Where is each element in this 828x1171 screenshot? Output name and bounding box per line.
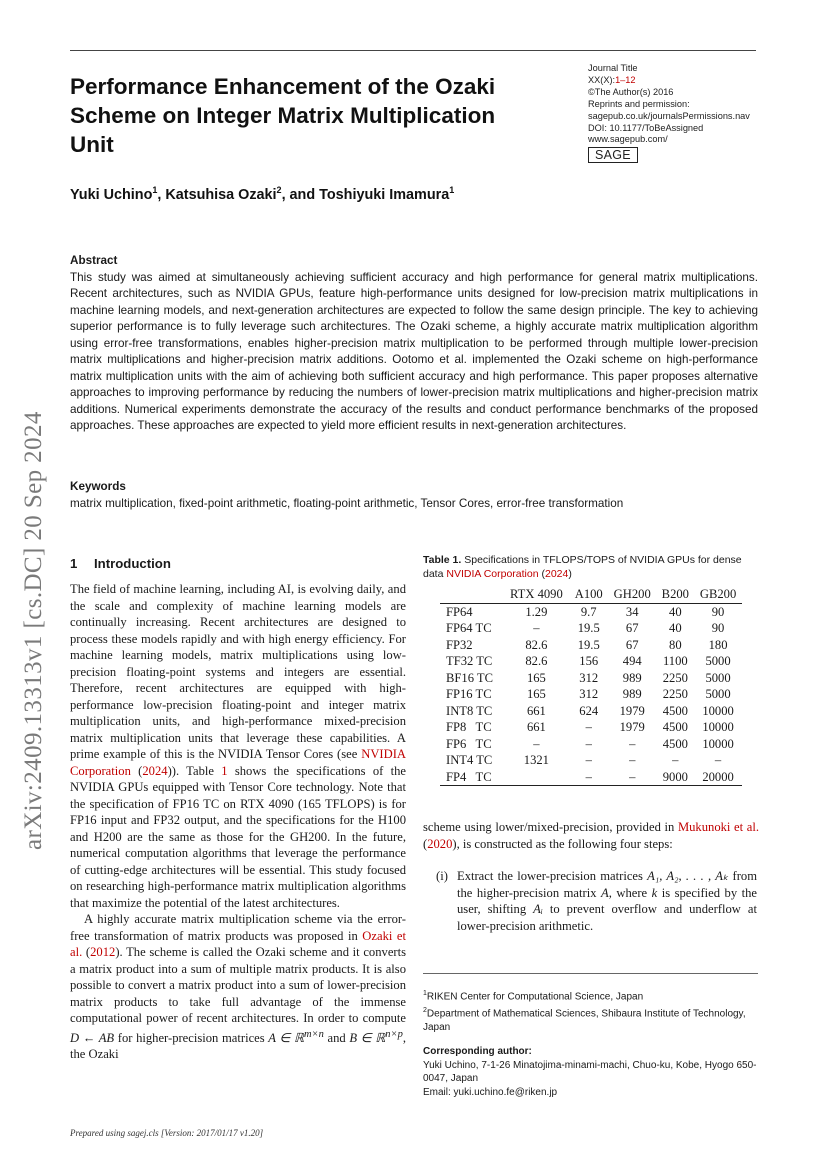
table-cell: 1979 — [619, 703, 645, 718]
table-cell: 40 — [669, 621, 682, 635]
journal-title: Journal Title — [588, 63, 638, 73]
footnote-rule — [423, 973, 758, 974]
table-column-header: GB200 — [694, 586, 742, 603]
table-cell: 5000 — [705, 670, 731, 685]
table-header — [440, 586, 742, 603]
table-cell: 2250 — [662, 670, 688, 685]
table-cell: – — [533, 621, 540, 635]
table-cell: 20000 — [694, 769, 742, 786]
math-expression: B ∈ ℝ — [349, 1030, 386, 1045]
table-row — [440, 769, 742, 786]
table-row-header: BF16 TC — [446, 670, 494, 685]
corresponding-author-heading: Corresponding author: — [423, 1045, 532, 1057]
gpu-spec-table — [440, 586, 742, 786]
journal-copyright: ©The Author(s) 2016 — [588, 86, 674, 97]
table-row-header: INT8 TC — [446, 703, 493, 718]
math-expression: k — [651, 885, 658, 900]
table-row — [440, 637, 742, 654]
table-row — [440, 703, 742, 720]
section-heading — [70, 556, 171, 572]
table-cell: 40 — [669, 604, 682, 619]
section-number: 1 — [70, 556, 78, 571]
affiliation-note: $^2$Department of Mathematical Sciences, Shibaura Institute of Technology, Japan — [423, 1007, 746, 1033]
table-cell: 10000 — [702, 703, 734, 718]
table-cell: 661 — [526, 703, 546, 718]
keywords-text: matrix multiplication, fixed-point arithmetic, floating-point arithmetic, Tensor Cores, error-free transformation — [70, 497, 624, 510]
corresponding-author-email[interactable]: Email: yuki.uchino.fe@riken.jp — [423, 1086, 558, 1098]
table-row — [440, 752, 742, 769]
table-cell: 312 — [579, 670, 599, 685]
table-cell — [503, 769, 569, 786]
author-name: Yuki Uchino — [70, 186, 153, 203]
table-cell: 5000 — [705, 654, 731, 668]
footnotes — [423, 987, 759, 1100]
keywords-heading: Keywords — [70, 480, 126, 493]
math-expression: A₁, A₂, . . . , Aₖ — [647, 869, 729, 883]
citation-link[interactable]: Mukunoki et al. — [677, 820, 760, 834]
table-cell: – — [585, 753, 592, 767]
citation-year-link[interactable]: 2024 — [545, 567, 569, 580]
table-column-header: GH200 — [608, 586, 657, 603]
author-list: Yuki Uchino$^1$, Katsuhisa Ozaki$^2$, and Toshiyuki Imamura$^1$ — [70, 185, 455, 203]
table-cell: 4500 — [662, 720, 688, 734]
citation-year-link[interactable]: 2020 — [427, 836, 453, 851]
table-cell: 661 — [526, 720, 546, 734]
table-cell: 9000 — [657, 769, 695, 786]
table-cell: 67 — [625, 621, 639, 635]
table-row-header: FP6 TC — [446, 736, 492, 751]
journal-info — [588, 63, 768, 163]
table-row — [440, 719, 742, 736]
table-cell: 9.7 — [580, 604, 597, 619]
journal-doi: DOI: 10.1177/ToBeAssigned — [588, 122, 704, 133]
citation-year-link[interactable]: 2012 — [90, 945, 116, 959]
table-cell: – — [629, 753, 636, 767]
math-expression: A ∈ ℝ — [268, 1030, 304, 1045]
table-column-header: A100 — [570, 586, 608, 603]
table-cell: 82.6 — [525, 637, 548, 652]
table-row — [440, 736, 742, 753]
table-row — [440, 686, 742, 703]
citation-link[interactable]: NVIDIA Corporation — [446, 567, 539, 580]
abstract-text: This study was aimed at simultaneously achieving sufficient accuracy and high performance for general matrix multiplications. Recent architectures, such as NVIDIA GPUs, feature high-performance units designed for low-precision matrix multiplications in machine learning models, and next-generation architectures are expected to follow the same design principle. The key to achieving superior performance is to fully leverage such architectures. The Ozaki scheme, a highly accurate matrix multiplication algorithm using error-free transformations, enables higher-precision matrix multiplication to be performed through multiple lower-precision matrix multiplications and higher-precision matrix additions. Ootomo et al. implemented the Ozaki scheme on high-performance matrix multiplication units with the aim of achieving both sufficient accuracy and high performance. This paper proposes alternative approaches to improving performance by reducing the numbers of lower-precision matrix multiplications and higher-precision matrix additions. Numerical experiments demonstrate the accuracy of the results and conduct performance benchmarks of the proposed approaches. These approaches are expected to yield more efficient results in next-generation architectures. — [70, 271, 758, 433]
table-caption: Table 1. Specifications in TFLOPS/TOPS of NVIDIA GPUs for dense data NVIDIA Corporation (2024) — [423, 554, 742, 580]
top-rule — [70, 50, 756, 51]
table-cell: 4500 — [662, 703, 688, 718]
author-name: Katsuhisa Ozaki — [165, 186, 277, 203]
table-cell: 494 — [622, 654, 642, 668]
table-cell: 624 — [579, 703, 599, 718]
table-row — [440, 603, 742, 620]
math-superscript: n×p — [385, 1028, 403, 1040]
arxiv-stamp: arXiv:2409.13313v1 [cs.DC] 20 Sep 2024 — [20, 411, 47, 850]
table-cell: – — [585, 720, 592, 734]
table-cell: – — [608, 769, 657, 786]
table-cell: 10000 — [702, 720, 734, 734]
table-cell: 90 — [711, 604, 725, 619]
citation-link[interactable]: Ozaki et al. — [70, 928, 406, 959]
table-cell: 165 — [526, 670, 546, 685]
table-column-header: RTX 4090 — [503, 586, 569, 603]
affiliation-note: $^1$RIKEN Center for Computational Science, Japan — [423, 990, 644, 1003]
table-row-header: TF32 TC — [446, 654, 493, 668]
author-affiliation-mark: 1 — [449, 185, 455, 195]
math-expression: D ← AB — [70, 1030, 115, 1045]
table-cell: 1100 — [662, 654, 688, 668]
journal-reprints: Reprints and permission: — [588, 98, 690, 109]
author-affiliation-mark: 2 — [276, 185, 282, 195]
table-cell: – — [533, 736, 540, 751]
table-cell: – — [714, 753, 722, 767]
table-cell: 312 — [579, 687, 599, 701]
table-row — [440, 653, 742, 670]
table-row-header: FP64 TC — [446, 621, 492, 635]
math-expression: Aᵢ — [533, 902, 543, 916]
journal-pages-link[interactable]: 1–12 — [615, 74, 636, 85]
table-row-header: FP4 TC — [440, 769, 503, 786]
table-row-header: FP16 TC — [446, 687, 492, 701]
table-cell: – — [585, 736, 592, 751]
citation-link[interactable]: NVIDIA Corporation — [70, 747, 406, 778]
table-header-row — [440, 586, 742, 603]
sage-logo: SAGE — [588, 147, 638, 163]
table-cell: 165 — [526, 687, 546, 701]
abstract-heading: Abstract — [70, 254, 118, 267]
table-column-header: B200 — [657, 586, 695, 603]
table-row-header: FP32 — [446, 637, 473, 652]
prepared-using-note: Prepared using sagej.cls [Version: 2017/01/17 v1.20] — [70, 1128, 264, 1138]
table-label: Table 1. — [423, 554, 462, 566]
citation-year-link[interactable]: 2024 — [142, 763, 168, 778]
table-cell: 19.5 — [577, 637, 600, 652]
step-marker: (i) — [436, 869, 448, 883]
table-corner-cell — [440, 586, 503, 603]
table-cell: 5000 — [705, 687, 731, 701]
table-cell: – — [629, 736, 636, 751]
math-superscript: m×n — [303, 1028, 324, 1040]
table-cell: 156 — [579, 654, 599, 668]
table-cell: 180 — [708, 637, 728, 652]
table-cell: 67 — [625, 637, 639, 652]
table-cell: 2250 — [662, 687, 688, 701]
table-cell: 1.29 — [525, 604, 548, 619]
math-expression: A — [601, 885, 609, 900]
table-row-header: FP64 — [446, 604, 473, 619]
table-row — [440, 670, 742, 687]
table-row-header: FP8 TC — [446, 720, 492, 734]
journal-site[interactable]: www.sagepub.com/ — [588, 134, 668, 145]
author-affiliation-mark: 1 — [152, 185, 158, 195]
intro-paragraph: The field of machine learning, including AI, is evolving daily, and the scale and complexity of machine learning models are continually increasing. Recent architectures are designed to process these models rapidly and with high energy efficiency. For machine learning models, matrix multiplications using low-precision floating-point systems and integers are essential. Therefore, recent architectures are equipped with high-performance low-precision floating-point and integer matrix multiplication units, and high-performance mixed-precision matrix multiplication units that leverage these capabilities. A prime example of this is the NVIDIA Tensor Cores (see NVIDIA Corporation (2024)). Table 1 shows the specifications of the NVIDIA GPUs equipped with Tensor Core technology. Note that the specification of FP16 TC on RTX 4090 (165 TFLOPS) is for FP16 input and FP32 output, and the specifications for the H100 and H200 are the same as those for the GH200. In the future, numerical computation algorithms that leverage the performance of cutting-edge architectures will be essential. This study focused on researching high-performance matrix multiplication algorithms that maximize the potential of the latest architectures. — [70, 582, 406, 910]
step-content: Extract the lower-precision matrices A₁, A₂, . . . , Aₖ from the higher-precision matrix A, where k is specified by the user, shifting Aᵢ to prevent overflow and underflow at lower-precision arithmetic. — [457, 869, 758, 933]
table-cell: 989 — [622, 670, 642, 685]
table-cell: 1321 — [523, 753, 549, 767]
journal-reprints-url[interactable]: sagepub.co.uk/journalsPermissions.nav — [588, 110, 750, 121]
table-cell: 989 — [622, 687, 642, 701]
author-name: Toshiyuki Imamura — [319, 186, 450, 203]
intro-paragraph: A highly accurate matrix multiplication scheme via the error-free transformation of matrix products was proposed in Ozaki et al. (2012). The scheme is called the Ozaki scheme and it converts a matrix product into a sum of multiple matrix products. It is also possible to convert a matrix product into a sum of lower-precision matrix products to take full advantage of the immense computational power of recent architectures. In order to compute D ← AB for higher-precision matrices A ∈ ℝ$^{m\times n}$ and B ∈ ℝ$^{n\times p}$, the Ozaki — [70, 912, 407, 1062]
table-cell: 82.6 — [525, 654, 548, 668]
intro-text-column — [70, 581, 406, 1063]
scheme-intro-text: scheme using lower/mixed-precision, provided in Mukunoki et al. (2020), is constructed as the following four steps: — [423, 820, 760, 851]
table-cell: 1979 — [619, 720, 645, 734]
section-title: Introduction — [94, 556, 171, 571]
corresponding-author-address: Yuki Uchino, 7-1-26 Minatojima-minami-machi, Chuo-ku, Kobe, Hyogo 650-0047, Japan — [423, 1059, 757, 1084]
paper-title: Performance Enhancement of the Ozaki Scheme on Integer Matrix Multiplication Unit — [70, 74, 496, 157]
table-cell: 10000 — [702, 736, 734, 751]
step-item — [436, 868, 758, 934]
table-cell: 34 — [625, 604, 639, 619]
table-body — [440, 603, 742, 786]
table-cell: – — [672, 753, 679, 767]
table-cell: 19.5 — [577, 621, 600, 635]
table-cell: 90 — [711, 621, 725, 635]
table-ref-link[interactable]: 1 — [221, 763, 228, 778]
table-cell: – — [570, 769, 608, 786]
table-row — [440, 620, 742, 637]
table-row-header: INT4 TC — [446, 753, 493, 767]
journal-volume: XX(X):1–12 — [588, 74, 636, 85]
table-cell: 4500 — [662, 736, 688, 751]
table-cell: 80 — [669, 637, 682, 652]
